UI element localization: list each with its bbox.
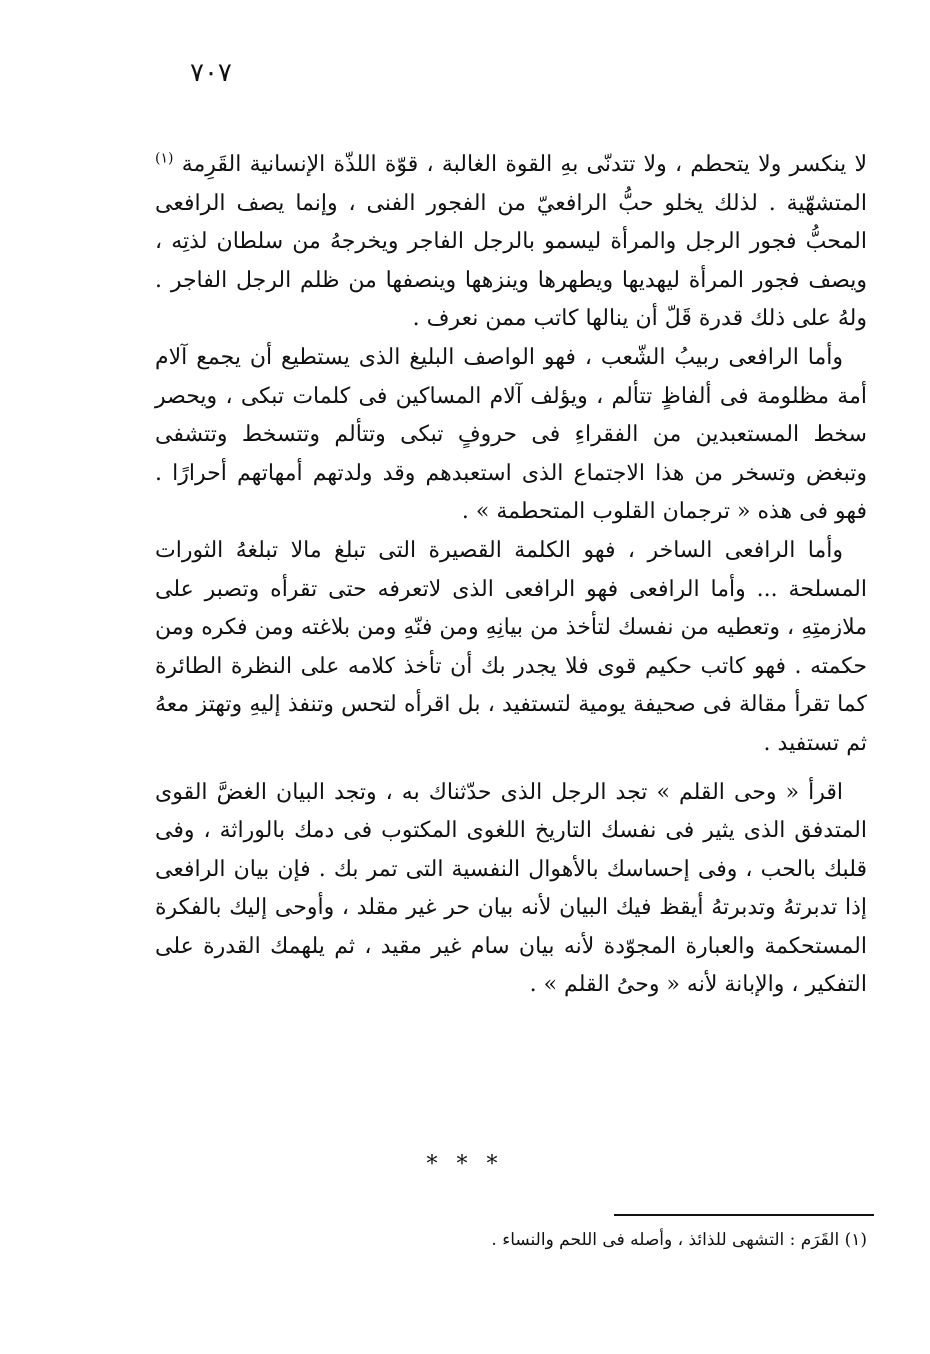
body-text: [155, 146, 867, 1005]
paragraph-4: اقرأ « وحى القلم » تجد الرجل الذى حدّثناك به ، وتجد البيان الغضَّ القوى المتدفق الذى يثير فى نفسك التاريخ اللغوى المكتوب فى دمك بالوراثة ، وفى قلبك بالحب ، وفى إحساسك بالأهوال النفسية التى تمر بك . فإن بيان الرافعى إذا تدبرتهُ وتدبرتهُ أيقظ فيك البيان لأنه بيان حر غير مقلد ، وأوحى إليك بالفكرة المستحكمة والعبارة المجوّدة لأنه بيان سام غير مقيد ، ثم يلهمك القدرة على التفكير ، والإبانة لأنه « وحىُ القلم » .: [155, 779, 867, 998]
paragraph-1-text: لا ينكسر ولا يتحطم ، ولا تتدنّى بهِ القوة الغالبة ، قوّة اللذّة الإنسانية القَرِمة: [181, 152, 867, 177]
footnote-rule: [614, 1214, 874, 1216]
paragraph-3: وأما الرافعى الساخر ، فهو الكلمة القصيرة التى تبلغ مالا تبلغهُ الثورات المسلحة ... وأما الرافعى فهو الرافعى الذى لاتعرفه حتى تقرأه وتصبر على ملازمتِهِ ، وتعطيه من نفسك لتأخذ من بيانِهِ ومن فنّهِ ومن بلاغته ومن فكره ومن حكمته . فهو كاتب حكيم قوى فلا يجدر بك أن تأخذ كلامه على النظرة الطائرة كما تقرأ مقالة فى صحيفة يومية لتستفيد ، بل اقرأه لتحس وتنفذ إليهِ وتهتز معهُ ثم تستفيد .: [155, 537, 867, 756]
paragraph-1-continuation: المتشهّية . لذلك يخلو حبُّ الرافعيّ من الفجور الفنى ، وإنما يصف الرافعى المحبُّ فجور الرجل والمرأة ليسمو بالرجل الفاجر ويخرجهُ من سلطان لذتِه ، ويصف فجور المرأة ليهديها ويطهرها وينزهها وينصفها من ظلم الرجل الفاجر . ولهُ على ذلك قدرة قَلّ أن ينالها كاتب ممن نعرف .: [155, 190, 867, 332]
section-separator: * * *: [426, 1152, 504, 1177]
footnote: (١) القَرَم : التشهى للذائذ ، وأصله فى اللحم والنساء .: [491, 1230, 867, 1250]
paragraph-1: [155, 146, 867, 339]
paragraph-2: وأما الرافعى ربيبُ الشّعب ، فهو الواصف البليغ الذى يستطيع أن يجمع آلام أمة مظلومة فى ألفاظٍ تتألم ، ويؤلف آلام المساكين فى كلمات تبكى ، ويحصر سخط المستعبدين من الفقراءِ فى حروفٍ تبكى وتتألم وتتسخط وتتشفى وتبغض وتسخر من هذا الاجتماع الذى استعبدهم وقد ولدتهم أمهاتهم أحرارًا . فهو فى هذه « ترجمان القلوب المتحطمة » .: [155, 344, 867, 525]
footnote-reference: (١): [155, 150, 174, 167]
page-number: ٧٠٧: [190, 58, 232, 88]
